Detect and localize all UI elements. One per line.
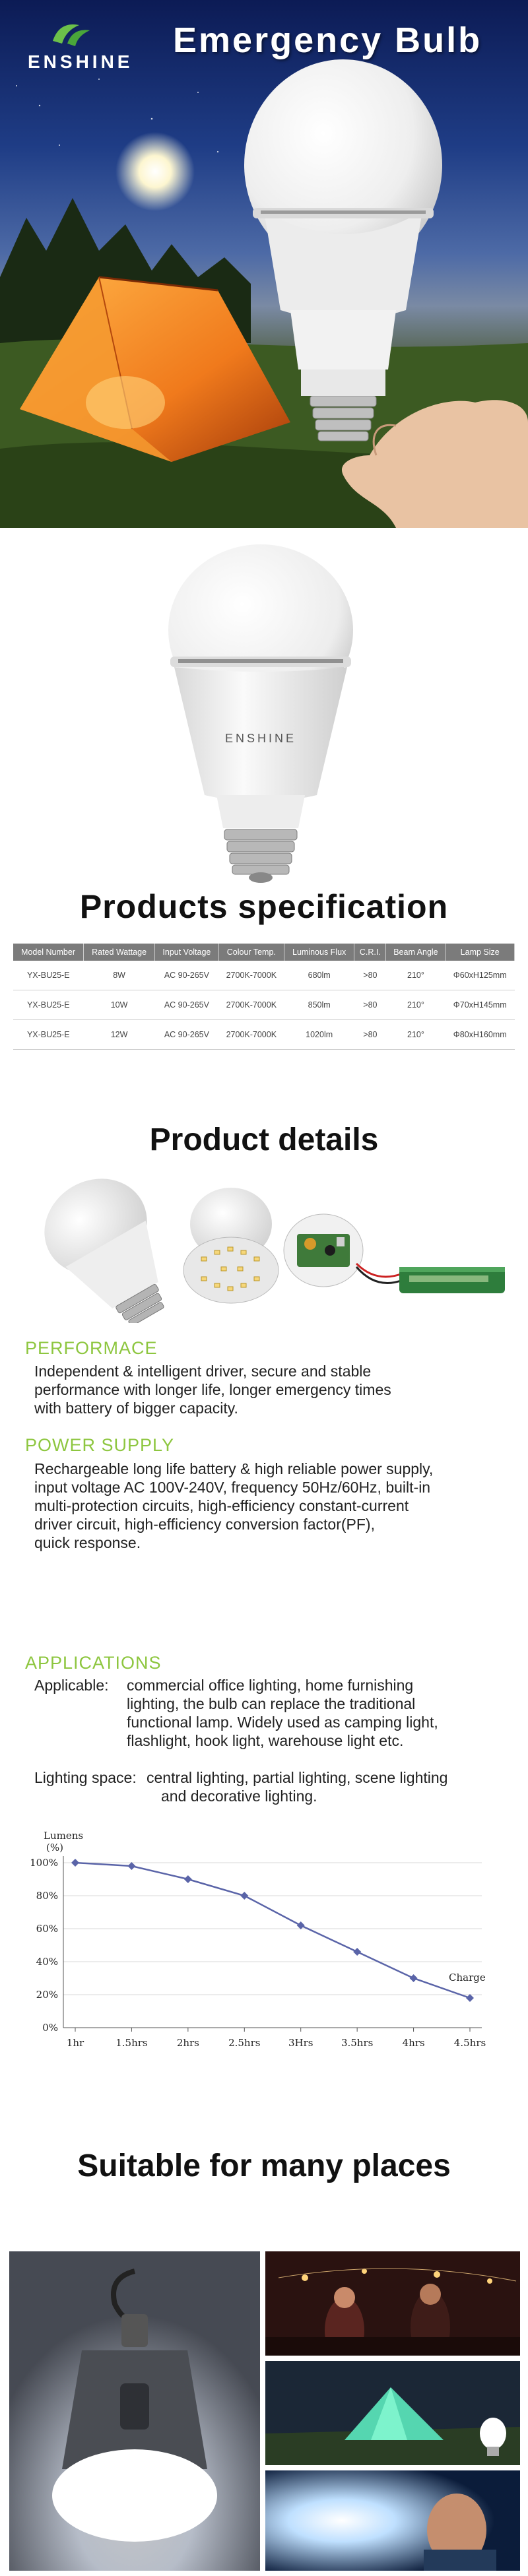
text-line: input voltage AC 100V-240V, frequency 50Hz/60Hz, built-in <box>34 1479 431 1496</box>
chart-data-point <box>466 1994 474 2002</box>
table-cell: YX-BU25-E <box>13 990 83 1020</box>
chart-x-ticks <box>67 2028 486 2049</box>
spec-header-cell: Lamp Size <box>446 944 515 961</box>
chart-y-tick-label: 20% <box>36 1989 58 2001</box>
lighting-space-text <box>147 1768 447 1805</box>
table-cell: Φ80xH160mm <box>446 1020 515 1050</box>
product-bulb-image <box>158 544 370 894</box>
table-cell: 12W <box>83 1020 154 1050</box>
spec-header-cell: Input Voltage <box>155 944 218 961</box>
chart-annotation: Charge <box>449 1972 486 1983</box>
chart-data-point <box>184 1875 192 1883</box>
table-cell: >80 <box>354 1020 386 1050</box>
chart-grid <box>63 1856 482 2028</box>
lighting-space-label: Lighting space: <box>34 1769 137 1786</box>
chart-x-tick-label: 1hr <box>66 2037 84 2049</box>
spec-header-cell: Model Number <box>13 944 83 961</box>
spec-header-cell: Beam Angle <box>386 944 446 961</box>
hero-banner <box>0 0 528 528</box>
chart-y-tick-label: 0% <box>42 2022 58 2034</box>
product-parts-image <box>33 1171 515 1323</box>
bulb-brand-label: ENSHINE <box>224 732 297 745</box>
table-row <box>13 1020 515 1050</box>
text-line: quick response. <box>34 1534 141 1551</box>
chart-ylabel: Lumens <box>44 1830 84 1842</box>
chart-x-tick-label: 1.5hrs <box>116 2037 148 2049</box>
spec-header-cell: Luminous Flux <box>284 944 354 961</box>
applicable-label: Applicable: <box>34 1677 109 1694</box>
text-line: commercial office lighting, home furnishing <box>127 1677 414 1694</box>
applications-heading: APPLICATIONS <box>25 1653 162 1673</box>
brand-logo-text: ENSHINE <box>28 51 133 72</box>
table-cell: >80 <box>354 961 386 990</box>
applicable-text <box>127 1676 438 1750</box>
table-cell: 2700K-7000K <box>218 1020 284 1050</box>
spec-title: Products specification <box>79 888 449 925</box>
table-row <box>13 990 515 1020</box>
chart-data-point <box>127 1862 135 1870</box>
power-supply-heading: POWER SUPPLY <box>25 1435 175 1455</box>
camping-tent-photo <box>265 2361 520 2465</box>
chart-x-tick-label: 4hrs <box>402 2037 425 2049</box>
hero-scene <box>0 0 528 528</box>
spec-header-cell: Rated Wattage <box>83 944 154 961</box>
table-cell: AC 90-265V <box>155 961 218 990</box>
chart-y-tick-label: 100% <box>30 1857 58 1869</box>
hero-title: Emergency Bulb <box>173 20 482 60</box>
lumens-chart <box>20 1824 502 2069</box>
table-cell: 8W <box>83 961 154 990</box>
chart-data-point <box>353 1948 361 1956</box>
table-row <box>13 961 515 990</box>
chart-data-point <box>297 1921 305 1929</box>
performance-heading: PERFORMACE <box>25 1338 158 1358</box>
spec-header-row <box>13 944 515 961</box>
chart-x-tick-label: 3Hrs <box>288 2037 314 2049</box>
text-line: central lighting, partial lighting, scene lighting <box>147 1769 448 1786</box>
table-cell: Φ70xH145mm <box>446 990 515 1020</box>
chart-data-point <box>240 1892 248 1900</box>
table-cell: 680lm <box>284 961 354 990</box>
text-line: multi-protection circuits, high-efficiency constant-current <box>34 1497 409 1514</box>
chart-yunit: (%) <box>46 1842 63 1853</box>
chart-y-tick-label: 60% <box>36 1923 58 1935</box>
text-line: Independent & intelligent driver, secure and stable <box>34 1363 372 1380</box>
chart-y-tick-label: 80% <box>36 1890 58 1902</box>
table-cell: 850lm <box>284 990 354 1020</box>
chart-y-tick-label: 40% <box>36 1956 58 1968</box>
chart-x-tick-label: 4.5hrs <box>453 2037 486 2049</box>
table-cell: AC 90-265V <box>155 990 218 1020</box>
performance-text <box>34 1362 391 1417</box>
table-cell: YX-BU25-E <box>13 961 83 990</box>
places-title: Suitable for many places <box>77 2148 451 2183</box>
chart-x-tick-label: 2.5hrs <box>228 2037 261 2049</box>
text-line: driver circuit, high-efficiency conversion factor(PF), <box>34 1516 375 1533</box>
spec-header-cell: Colour Temp. <box>218 944 284 961</box>
details-title: Product details <box>149 1122 379 1157</box>
stars <box>16 79 218 152</box>
table-cell: AC 90-265V <box>155 1020 218 1050</box>
text-line: Rechargeable long life battery & high reliable power supply, <box>34 1460 434 1477</box>
table-cell: 210° <box>386 1020 446 1050</box>
spec-header-cell: C.R.I. <box>354 944 386 961</box>
text-line: and decorative lighting. <box>161 1787 317 1805</box>
chart-y-ticks <box>30 1857 58 2034</box>
chart-x-tick-label: 2hrs <box>176 2037 199 2049</box>
text-line: with battery of bigger capacity. <box>34 1400 238 1417</box>
chart-data-point <box>410 1974 418 1982</box>
text-line: functional lamp. Widely used as camping light, <box>127 1714 438 1731</box>
table-cell: 210° <box>386 990 446 1020</box>
party-photo <box>265 2251 520 2356</box>
table-cell: 10W <box>83 990 154 1020</box>
table-cell: Φ60xH125mm <box>446 961 515 990</box>
text-line: performance with longer life, longer emergency times <box>34 1381 391 1398</box>
hanging-bulb-photo <box>9 2251 260 2571</box>
outdoor-flashlight-photo <box>265 2470 520 2571</box>
table-cell: 210° <box>386 961 446 990</box>
text-line: flashlight, hook light, warehouse light etc. <box>127 1732 404 1749</box>
brand-logo-icon <box>53 24 90 46</box>
table-cell: 2700K-7000K <box>218 961 284 990</box>
table-cell: 1020lm <box>284 1020 354 1050</box>
chart-data-point <box>71 1859 79 1867</box>
moon-glow <box>116 132 195 211</box>
table-cell: >80 <box>354 990 386 1020</box>
table-cell: 2700K-7000K <box>218 990 284 1020</box>
table-cell: YX-BU25-E <box>13 1020 83 1050</box>
text-line: lighting, the bulb can replace the traditional <box>127 1695 416 1712</box>
spec-table <box>13 944 515 1050</box>
power-supply-text <box>34 1460 433 1552</box>
chart-points <box>71 1859 474 2002</box>
chart-x-tick-label: 3.5hrs <box>341 2037 374 2049</box>
